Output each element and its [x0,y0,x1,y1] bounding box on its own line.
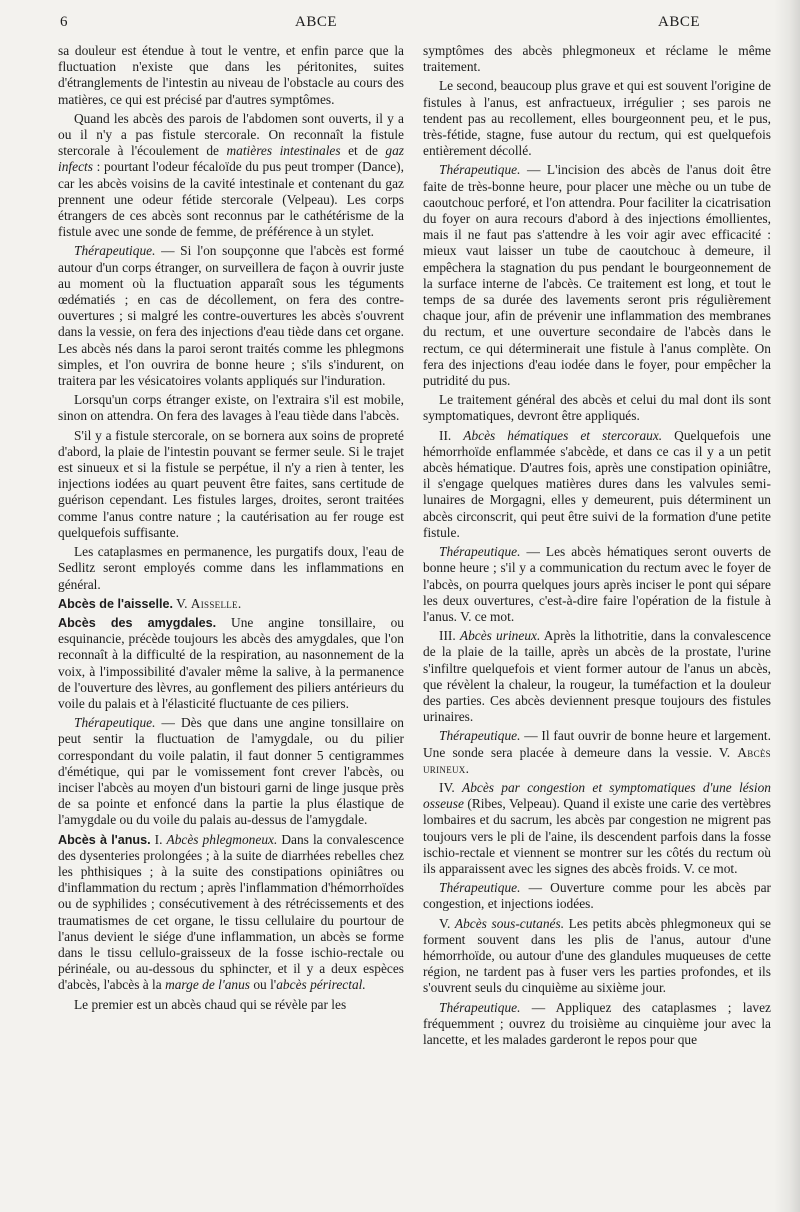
entry-headword: Abcès à l'anus. [58,832,151,847]
paragraph: Le traitement général des abcès et celui du mal dont ils sont symptomatiques, devront être appliqués. [423,392,771,424]
running-title-right: ABCE [658,14,701,30]
left-column [58,43,404,1205]
therapeutique-label: Thérapeutique. [439,999,521,1015]
therapeutique-label: Thérapeutique. [439,162,521,178]
paragraph: Les cataplasmes en permanence, les purgatifs doux, l'eau de Sedlitz seront employés comme dans les inflammations en général. [58,544,404,592]
therapeutique-label: Thérapeutique. [74,715,156,731]
paragraph: symptômes des abcès phlegmoneux et réclame le même traitement. [423,43,771,75]
dictionary-entry: Abcès des amygdales. Une angine tonsillaire, ou esquinancie, précède toujours les abcès des amygdales, que l'on reconnaît à la difficulté de la respiration, au nasonnement de la voix, à l'impossibilité d'avaler même la salive, à la permanence de l'ouverture des lèvres, au gonflement des piliers antérieurs du voile du palais et à l'élasticité fluctuante de ces piliers. [58,614,404,711]
running-title-left: ABCE [295,14,338,30]
dictionary-entry: Abcès de l'aisselle. V. Aisselle. [58,595,242,611]
paragraph: sa douleur est étendue à tout le ventre, et enfin parce que la fluctuation n'existe que dans les péritonites, suites d'étranglements de l'intestin au niveau de l'obstacle au cours des matières, ce qui est précisé par d'autres symptômes. [58,43,404,107]
therapeutique-label: Thérapeutique. [439,544,521,560]
entry-headword: Abcès de l'aisselle. [58,596,174,611]
therapeutique-paragraph: Thérapeutique. — L'incision des abcès de l'anus doit être faite de très-bonne heure, pour placer une mèche ou un tube de caoutchouc perforé, et l'on attendra. Pour faciliter la cicatrisation du foyer on aura recours d'abord à des injections émollientes, mais il ne faut pas s'attendre à les voir agir avec efficacité : mieux vaut laisser un tube de caoutchouc à demeure, il empêchera la stagnation du pus pendant le bourgeonnement de la surface interne de l'abcès. Ce traitement est long, et tout le temps de sa durée des lavements seront pris régulièrement chaque jour, afin de prévenir une inflammation des membranes du rectum, et une ouverture secondaire de l'abcès dans le rectum, ce qui déterminerait une fistule à l'anus complète. On fera des injections d'eau iodée dans le foyer, pour empêcher la putridité du pus. [423,162,771,389]
therapeutique-paragraph: Thérapeutique. — Dès que dans une angine tonsillaire on peut sentir la fluctuation de l'amygdale, ou du pilier correspondant du voile palatin, il faut donner 5 centigrammes d'émétique, qui par le vomissement font crever l'abcès, ou inciser l'abcès au moyen d'un bistouri garni de linge jusque près de sa pointe et enfoncé dans la partie la plus élastique de l'amygdale ou du voile du palais au-dessus de l'amygdale. [58,715,404,828]
paragraph: Quand les abcès des parois de l'abdomen sont ouverts, il y a ou il n'y a pas fistule stercorale. On reconnaît la fistule stercorale à l'écoulement de matières intestinales et de gaz infects : pourtant l'odeur fécaloïde du pus peut tromper (Dance), car les abcès voisins de la cavité intestinale et contenant du gaz prennent une odeur fétide stercorale (Velpeau). Les corps étrangers de ces abcès sont reconnus par le cathétérisme de la fistule avec une sonde de femme, de préférence à un stylet. [58,110,404,240]
therapeutique-paragraph: Thérapeutique. — Les abcès hématiques seront ouverts de bonne heure ; s'il y a communication du rectum avec le foyer de l'abcès, on pourra quelques jours après inciser le pont qui sépare les deux ouvertures, c'est-à-dire faire l'opération de la fistule à l'anus. V. ce mot. [423,544,771,624]
paragraph: S'il y a fistule stercorale, on se bornera aux soins de propreté d'abord, la plaie de l'intestin pouvant se fermer seule. Si le trajet est sinueux et si la fistule se perpétue, il n'y a rien à tenter, les injections iodées au quart peuvent être faites, sans certitude de guérison cependant. Les fistules larges, droites, seront traitées comme l'anus contre nature ; la cautérisation au fer rouge est quelquefois suffisante. [58,427,404,540]
entry-headword: Abcès des amygdales. [58,615,217,630]
therapeutique-label: Thérapeutique. [439,728,521,744]
page-number: 6 [60,14,68,30]
therapeutique-paragraph: Thérapeutique. — Si l'on soupçonne que l'abcès est formé autour d'un corps étranger, on surveillera de façon à ouvrir juste au moment où la fluctuation apparaît sous les téguments œdématiés ; en cas de décollement, on fera des contre-ouvertures ; si malgré les contre-ouvertures les abcès s'ouvrent dans la vessie, on fera des injections d'eau tiède dans cet organe. Les abcès nés dans la paroi seront traités comme les phlegmons simples, et l'on ouvrira de bonne heure ; s'ils s'indurent, on traitera par les vésicatoires volants appliqués sur l'induration. [58,243,404,389]
page-header [60,14,760,38]
therapeutique-label: Thérapeutique. [74,243,156,259]
page-edge-shadow [774,0,800,1212]
paragraph: Lorsqu'un corps étranger existe, on l'extraira s'il est mobile, sinon on attendra. On fera des lavages à l'eau tiède dans l'abcès. [58,392,404,424]
paragraph: Le premier est un abcès chaud qui se révèle par les [74,996,347,1012]
section-paragraph: V. Abcès sous-cutanés. Les petits abcès phlegmoneux qui se forment souvent dans les plis de l'anus, autour d'une hémorrhoïde, ou autour d'une des glandules muqueuses de cette région, ne tardent pas à fuser vers les parties profondes, et ils s'ouvrent seuls du cinquième au sixième jour. [423,915,771,996]
paragraph: Le second, beaucoup plus grave et qui est souvent l'origine de fistules à l'anus, est anfractueux, irrégulier ; ses parois ne tendent pas au recollement, elles bourgeonnent peu, et le pus, très-fétide, stagne, fuse autour du rectum, qui est quelquefois entièrement décollé. [423,78,771,159]
right-column [423,43,771,1205]
dictionary-entry: Abcès à l'anus. I. Abcès phlegmoneux. Dans la convalescence des dysenteries prolongées ; à la suite de diarrhées rebelles chez les phthisiques ; à la suite des constipations opiniâtres ou d'inflammation du rectum ; après l'inflammation d'hémorrhoïdes ou de syphilides ; consécutivement à des rétrécissements et des traumatismes de cet organe, le tissu cellulaire du pourtour de l'anus devient le siége d'une inflammation, un abcès se forme dans le tissu cellulo-graisseux de la fosse ischio-rectale ou périnéale, ou au-dessous du sphincter, et il y a deux espèces d'abcès, l'abcès à la marge de l'anus ou l'abcès périrectal. [58,831,404,993]
therapeutique-paragraph: Thérapeutique. — Appliquez des cataplasmes ; lavez fréquemment ; ouvrez du troisième au cinquième jour avec la lancette, et les malades garderont le repos pour que [423,999,771,1047]
therapeutique-paragraph: Thérapeutique. — Ouverture comme pour les abcès par congestion, et injections iodées. [423,880,771,912]
section-paragraph: II. Abcès hématiques et stercoraux. Quelquefois une hémorrhoïde enflammée s'abcède, et dans ce cas il y a un petit abcès hématique. D'autres fois, après une constipation opiniâtre, il s'engage quelques matières dures dans les valvules semi-lunaires de Morgagni, elles y demeurent, puis déterminent un abcès circonscrit, qui peut être suivi de la formation d'une petite fistule. [423,427,771,540]
cross-reference: Abcès urineux. [423,744,771,776]
therapeutique-paragraph: Thérapeutique. — Il faut ouvrir de bonne heure et largement. Une sonde sera placée à demeure dans la vessie. V. Abcès urineux. [423,728,771,776]
cross-reference: Aisselle. [190,595,242,611]
therapeutique-label: Thérapeutique. [439,880,521,896]
section-paragraph: III. Abcès urineux. Après la lithotritie, dans la convalescence de la plaie de la taille, après un abcès de la prostate, l'urine s'infiltre quelquefois et vient former autour de l'anus un abcès, que révèlent la chaleur, la rougeur, la tuméfaction et la douleur des parties. Ces abcès deviennent presque toujours des fistules urinaires. [423,628,771,725]
section-paragraph: IV. Abcès par congestion et symptomatiques d'une lésion osseuse (Ribes, Velpeau). Quand il existe une carie des vertèbres lombaires et du sacrum, les abcès par congestion ne migrent pas toujours vers le pli de l'aine, ils descendent parfois dans la fosse ischio-rectale et viennent se montrer sur les côtés du rectum où ils apparaissent avec les signes des abcès froids. V. ce mot. [423,779,771,876]
